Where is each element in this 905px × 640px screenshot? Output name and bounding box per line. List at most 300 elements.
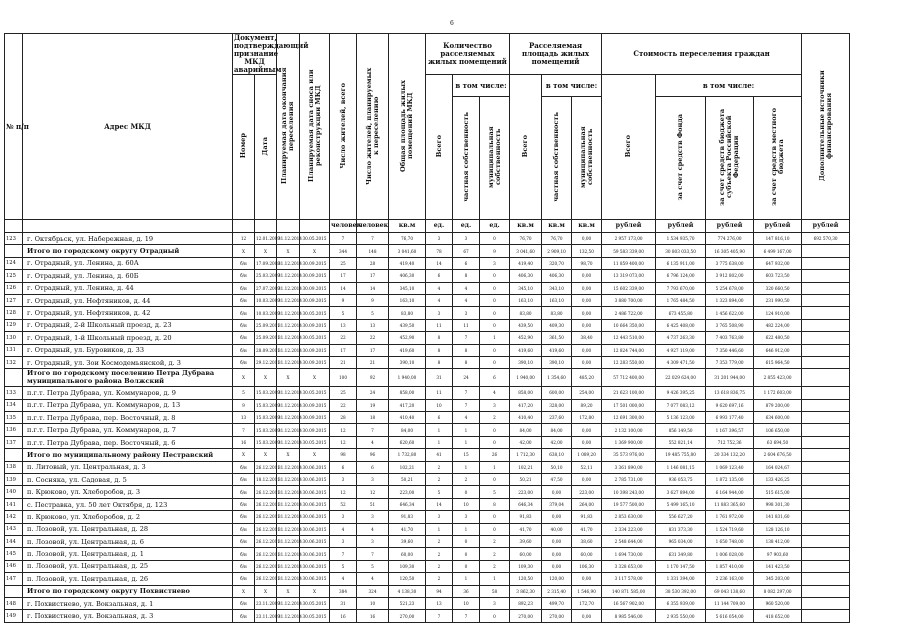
cell-plan: 31.12.2014 bbox=[277, 387, 300, 399]
cell-c3: 4 bbox=[480, 387, 510, 399]
cell-n: 124 bbox=[5, 257, 23, 269]
cell-demo: 30.09.2015 bbox=[300, 412, 330, 424]
cell-n: 131 bbox=[5, 344, 23, 356]
cell-n: 135 bbox=[5, 412, 23, 424]
cell-f: 1 534 935,70 bbox=[656, 233, 706, 245]
cell-ext bbox=[802, 436, 850, 448]
cell-demo: X bbox=[300, 245, 330, 257]
cell-area: 270,00 bbox=[389, 610, 426, 622]
cell-loc: 124 910,00 bbox=[754, 307, 802, 319]
cell-loc: 320 660,50 bbox=[754, 282, 802, 294]
cell-c1: 14 bbox=[426, 498, 453, 510]
cell-r1: 12 bbox=[330, 436, 357, 448]
table-row bbox=[5, 424, 901, 436]
cell-ext bbox=[802, 573, 850, 585]
table-row bbox=[5, 523, 901, 535]
cell-area: 439,50 bbox=[389, 319, 426, 331]
cell-date: 23.11.2009 bbox=[255, 610, 277, 622]
cell-a1: 60,00 bbox=[510, 548, 542, 560]
cell-date: X bbox=[255, 449, 277, 461]
cell-r1: 12 bbox=[330, 424, 357, 436]
cell-n: 129 bbox=[5, 319, 23, 331]
table-row bbox=[5, 436, 901, 448]
cell-demo: 30.09.2015 bbox=[300, 294, 330, 306]
cell-a3: 0,00 bbox=[572, 356, 602, 368]
cell-c1: 13 bbox=[426, 597, 453, 609]
cell-a3: 52,11 bbox=[572, 461, 602, 473]
cell-c2: 0 bbox=[453, 560, 480, 572]
cell-area: 91,83 bbox=[389, 511, 426, 523]
cell-demo: 30.06.2015 bbox=[300, 474, 330, 486]
cell-a3: 0,00 bbox=[572, 424, 602, 436]
cell-date: 26.12.2011 bbox=[255, 498, 277, 510]
cell-reg: 16 305 405,90 bbox=[706, 245, 754, 257]
cell-c1: 1 bbox=[426, 523, 453, 535]
cell-f: 19 485 755,80 bbox=[656, 449, 706, 461]
cell-demo: 30.05.2015 bbox=[300, 610, 330, 622]
cell-plan: 31.12.2014 bbox=[277, 399, 300, 411]
cell-area: 620,60 bbox=[389, 436, 426, 448]
cell-c1: 10 bbox=[426, 399, 453, 411]
subtotal-row bbox=[5, 449, 901, 461]
cell-a1: 646,34 bbox=[510, 498, 542, 510]
cell-c1: 2 bbox=[426, 474, 453, 486]
cell-doc: X bbox=[233, 369, 255, 387]
cell-c1: 3 bbox=[426, 511, 453, 523]
cell-plan: X bbox=[277, 449, 300, 461]
cell-date: 25.09.2011 bbox=[255, 319, 277, 331]
cell-f: 38 530 392,00 bbox=[656, 585, 706, 597]
table-row bbox=[5, 560, 901, 572]
cell-ext bbox=[802, 270, 850, 282]
cell-demo: 30.06.2015 bbox=[300, 573, 330, 585]
cell-c3: 0 bbox=[480, 610, 510, 622]
cell-r2: 4 bbox=[357, 523, 389, 535]
table-body bbox=[5, 233, 901, 623]
cell-t: 19 577 500,00 bbox=[602, 498, 656, 510]
cell-a1: 3 862,30 bbox=[510, 585, 542, 597]
cell-a2: 638,10 bbox=[542, 449, 572, 461]
cell-date: X bbox=[255, 369, 277, 387]
cell-a2: 84,00 bbox=[542, 424, 572, 436]
cell-loc: 138 412,00 bbox=[754, 535, 802, 547]
cell-a3: 0,00 bbox=[572, 233, 602, 245]
cell-reg: 7 353 779,00 bbox=[706, 356, 754, 368]
cell-c3: 1 bbox=[480, 573, 510, 585]
cell-r2: 24 bbox=[357, 387, 389, 399]
table-row bbox=[5, 610, 901, 622]
cell-date: 10.03.2009 bbox=[255, 307, 277, 319]
cell-addr: п.г.т. Петра Дубрава, пер. Восточный, д. 8 bbox=[23, 412, 233, 424]
cell-a3: 172,70 bbox=[572, 597, 602, 609]
cell-reg: 11 883 365,60 bbox=[706, 498, 754, 510]
cell-r1: 3 bbox=[330, 474, 357, 486]
table-row bbox=[5, 412, 901, 424]
cell-r2: 17 bbox=[357, 344, 389, 356]
cell-c3: 2 bbox=[480, 560, 510, 572]
cell-c3: 9 bbox=[480, 245, 510, 257]
cell-n: 134 bbox=[5, 399, 23, 411]
unit-cell: рублей bbox=[754, 220, 802, 233]
cell-f: 7 793 670,00 bbox=[656, 282, 706, 294]
cell-t: 57 712 400,00 bbox=[602, 369, 656, 387]
cell-c3: 1 bbox=[480, 461, 510, 473]
cell-doc: X bbox=[233, 449, 255, 461]
cell-r1: 3 bbox=[330, 535, 357, 547]
cell-c3: 0 bbox=[480, 436, 510, 448]
cell-plan: X bbox=[277, 369, 300, 387]
cell-reg: 6 164 944,00 bbox=[706, 486, 754, 498]
cell-addr: г. Похвистнево, ул. Вокзальная, д. 1 bbox=[23, 597, 233, 609]
cell-doc: б/н bbox=[233, 486, 255, 498]
cell-ext bbox=[802, 535, 850, 547]
cell-t: 1 369 900,00 bbox=[602, 436, 656, 448]
cell-area: 417,20 bbox=[389, 399, 426, 411]
header-doc-date: Дата bbox=[261, 136, 269, 156]
cell-n: 148 bbox=[5, 597, 23, 609]
cell-n: 133 bbox=[5, 387, 23, 399]
cell-a1: 892,23 bbox=[510, 597, 542, 609]
cell-r2: 6 bbox=[357, 461, 389, 473]
cell-reg: 1 323 894,00 bbox=[706, 294, 754, 306]
cell-demo: 30.09.2015 bbox=[300, 356, 330, 368]
subtotal-row bbox=[5, 245, 901, 257]
cell-a3: 0,00 bbox=[572, 282, 602, 294]
cell-r2: 3 bbox=[357, 535, 389, 547]
unit-cell: рублей bbox=[602, 220, 656, 233]
cell-t: 2 334 223,00 bbox=[602, 523, 656, 535]
header-regional: за счет средств бюджета субъекта Российской Федерации bbox=[718, 108, 741, 206]
cell-area: 39,60 bbox=[389, 535, 426, 547]
cell-a1: 91,83 bbox=[510, 511, 542, 523]
cell-a1: 1 940,00 bbox=[510, 369, 542, 387]
unit-cell: кв.м bbox=[510, 220, 542, 233]
cell-a3: 0,00 bbox=[572, 573, 602, 585]
cell-demo: 30.09.2015 bbox=[300, 319, 330, 331]
cell-date: X bbox=[255, 245, 277, 257]
cell-n: 127 bbox=[5, 294, 23, 306]
cell-n: 144 bbox=[5, 535, 23, 547]
cell-a1: 39,60 bbox=[510, 535, 542, 547]
cell-a3: 106,30 bbox=[572, 560, 602, 572]
cell-r2: 51 bbox=[357, 498, 389, 510]
cell-c3: 0 bbox=[480, 424, 510, 436]
cell-c3: 2 bbox=[480, 412, 510, 424]
cell-c3: 3 bbox=[480, 597, 510, 609]
cell-c1: 4 bbox=[426, 282, 453, 294]
cell-loc: 603 723,50 bbox=[754, 270, 802, 282]
cell-a1: 223,00 bbox=[510, 486, 542, 498]
cell-r2: 19 bbox=[357, 399, 389, 411]
cell-area: 345,10 bbox=[389, 282, 426, 294]
cell-c2: 1 bbox=[453, 523, 480, 535]
header-municipal-a: муниципальная собственность bbox=[486, 126, 502, 188]
header-doc-group: Документ, подтверждающий признание МКД аварийным bbox=[234, 33, 309, 74]
cell-c1: 6 bbox=[426, 412, 453, 424]
cell-a2: 270,00 bbox=[542, 610, 572, 622]
cell-a3: 0,00 bbox=[572, 307, 602, 319]
cell-t: 3 117 578,00 bbox=[602, 573, 656, 585]
cell-reg: 1 456 622,00 bbox=[706, 307, 754, 319]
cell-r1: 31 bbox=[330, 597, 357, 609]
table-header bbox=[5, 34, 901, 233]
cell-r2: 12 bbox=[357, 486, 389, 498]
cell-date: 26.12.2011 bbox=[255, 523, 277, 535]
cell-a3: 223,00 bbox=[572, 486, 602, 498]
cell-a3: 264,00 bbox=[572, 498, 602, 510]
cell-area: 406,30 bbox=[389, 270, 426, 282]
cell-demo: 30.05.2015 bbox=[300, 233, 330, 245]
cell-reg: 2 236 163,00 bbox=[706, 573, 754, 585]
cell-t: 3 328 653,00 bbox=[602, 560, 656, 572]
cell-f: 1 146 081,15 bbox=[656, 461, 706, 473]
cell-loc: 133 426,25 bbox=[754, 474, 802, 486]
cell-loc: 164 024,67 bbox=[754, 461, 802, 473]
cell-t: 35 573 976,00 bbox=[602, 449, 656, 461]
cell-area: 410,40 bbox=[389, 412, 426, 424]
cell-doc: б/н bbox=[233, 511, 255, 523]
cell-plan: 31.12.2014 bbox=[277, 270, 300, 282]
cell-c2: 3 bbox=[453, 511, 480, 523]
cell-f: 4 927 119,00 bbox=[656, 344, 706, 356]
table-row bbox=[5, 498, 901, 510]
cell-f: 965 034,00 bbox=[656, 535, 706, 547]
header-residents-planned: Число жителей, планируемых к переселению bbox=[364, 66, 380, 185]
cell-addr: п. Крюково, ул. Хлеборобов, д. 2 bbox=[23, 511, 233, 523]
cell-a1: 102,21 bbox=[510, 461, 542, 473]
cell-r1: 17 bbox=[330, 270, 357, 282]
cell-plan: 31.12.2014 bbox=[277, 257, 300, 269]
cell-addr: г. Октябрьск, ул. Набережная, д. 19 bbox=[23, 233, 233, 245]
cell-doc: б/н bbox=[233, 257, 255, 269]
cell-r1: 9 bbox=[330, 294, 357, 306]
unit-cell: ед. bbox=[480, 220, 510, 233]
cell-doc: б/н bbox=[233, 344, 255, 356]
cell-loc: 6 499 167,00 bbox=[754, 245, 802, 257]
cell-reg: 1 167 396,57 bbox=[706, 424, 754, 436]
cell-addr: Итого по муниципальному району Пестравский bbox=[23, 449, 233, 461]
cell-area: 390,10 bbox=[389, 356, 426, 368]
cell-demo: X bbox=[300, 449, 330, 461]
cell-t: 59 583 339,00 bbox=[602, 245, 656, 257]
cell-addr: г. Отрадный, ул. Нефтяников, д. 44 bbox=[23, 294, 233, 306]
cell-demo: 30.06.2015 bbox=[300, 548, 330, 560]
cell-doc: б/н bbox=[233, 560, 255, 572]
cell-plan: 31.12.2014 bbox=[277, 282, 300, 294]
cell-r1: 25 bbox=[330, 257, 357, 269]
cell-t: 12 824 744,00 bbox=[602, 344, 656, 356]
cell-loc: 515 615,00 bbox=[754, 486, 802, 498]
table-row bbox=[5, 597, 901, 609]
cell-c3: 0 bbox=[480, 319, 510, 331]
cell-addr: г. Отрадный, ул. Ленина, д. 44 bbox=[23, 282, 233, 294]
cell-a2: 379,04 bbox=[542, 498, 572, 510]
cell-c3: 6 bbox=[480, 369, 510, 387]
cell-r1: 6 bbox=[330, 461, 357, 473]
cell-c2: 1 bbox=[453, 436, 480, 448]
cell-a3: 0,00 bbox=[572, 270, 602, 282]
table-row bbox=[5, 233, 901, 245]
cell-demo: 30.09.2015 bbox=[300, 399, 330, 411]
cell-a2: 406,30 bbox=[542, 270, 572, 282]
cell-ext bbox=[802, 399, 850, 411]
cell-r2: 324 bbox=[357, 585, 389, 597]
cell-demo: 30.05.2015 bbox=[300, 597, 330, 609]
cell-r1: 7 bbox=[330, 233, 357, 245]
cell-plan: 31.12.2014 bbox=[277, 332, 300, 344]
cell-loc: 615 964,50 bbox=[754, 356, 802, 368]
header-planned-date: Планируемая дата окончания переселения bbox=[280, 67, 295, 184]
header-area-total: Общая площадь жилых помещений МКД bbox=[399, 79, 414, 172]
cell-r2: 13 bbox=[357, 319, 389, 331]
cell-r2: 92 bbox=[357, 369, 389, 387]
cell-c1: 11 bbox=[426, 319, 453, 331]
cell-date: 12.01.2009 bbox=[255, 233, 277, 245]
header-private-a: частная собственность bbox=[461, 112, 470, 202]
cell-a2: 50,10 bbox=[542, 461, 572, 473]
cell-date: 27.07.2009 bbox=[255, 282, 277, 294]
header-area-group: Расселяемая площадь жилых помещений bbox=[510, 34, 602, 75]
cell-doc: б/н bbox=[233, 573, 255, 585]
cell-t: 2 853 630,00 bbox=[602, 511, 656, 523]
cell-a2: 600,00 bbox=[542, 387, 572, 399]
cell-c3: 0 bbox=[480, 344, 510, 356]
cell-ext bbox=[802, 474, 850, 486]
cell-area: 646,34 bbox=[389, 498, 426, 510]
cell-n: 132 bbox=[5, 356, 23, 368]
cell-date: 29.12.2011 bbox=[255, 356, 277, 368]
cell-ext bbox=[802, 548, 850, 560]
cell-c3: 0 bbox=[480, 511, 510, 523]
cell-area: 223,00 bbox=[389, 486, 426, 498]
cell-t: 3 880 700,00 bbox=[602, 294, 656, 306]
cell-date: 18.12.2011 bbox=[255, 474, 277, 486]
cell-c2: 1 bbox=[453, 424, 480, 436]
cell-f: 22 029 624,00 bbox=[656, 369, 706, 387]
header-incl-a: в том числе: bbox=[453, 75, 510, 97]
cell-area: 120,50 bbox=[389, 573, 426, 585]
cell-date: 15.03.2009 bbox=[255, 387, 277, 399]
cell-a1: 406,30 bbox=[510, 270, 542, 282]
cell-demo: 30.05.2015 bbox=[300, 436, 330, 448]
cell-demo: 30.06.2015 bbox=[300, 511, 330, 523]
cell-r2: 4 bbox=[357, 436, 389, 448]
cell-reg: 31 201 944,00 bbox=[706, 369, 754, 387]
cell-a1: 270,00 bbox=[510, 610, 542, 622]
cell-ext bbox=[802, 319, 850, 331]
unit-cell: кв.м bbox=[572, 220, 602, 233]
cell-a1: 417,20 bbox=[510, 399, 542, 411]
table-row bbox=[5, 474, 901, 486]
cell-addr: г. Отрадный, ул. Зои Космодемьянской, д. 3 bbox=[23, 356, 233, 368]
cell-date: 25.03.2009 bbox=[255, 270, 277, 282]
cell-addr: п. Лозовой, ул. Центральная, д. 1 bbox=[23, 548, 233, 560]
cell-doc: б/н bbox=[233, 597, 255, 609]
cell-a3: 98,70 bbox=[572, 257, 602, 269]
cell-ext bbox=[802, 511, 850, 523]
cell-n: 145 bbox=[5, 548, 23, 560]
cell-r2: 10 bbox=[357, 597, 389, 609]
cell-area: 83,80 bbox=[389, 307, 426, 319]
cell-a2: 237,60 bbox=[542, 412, 572, 424]
cell-c2: 7 bbox=[453, 399, 480, 411]
cell-c2: 24 bbox=[453, 369, 480, 387]
cell-doc: б/н bbox=[233, 307, 255, 319]
cell-a2: 76,70 bbox=[542, 233, 572, 245]
cell-c1: 3 bbox=[426, 307, 453, 319]
cell-ext bbox=[802, 498, 850, 510]
table-row bbox=[5, 282, 901, 294]
cell-plan: X bbox=[277, 245, 300, 257]
cell-ext bbox=[802, 461, 850, 473]
cell-a2: 42,00 bbox=[542, 436, 572, 448]
cell-r2: 7 bbox=[357, 548, 389, 560]
cell-addr: с. Пестравка, ул. 50 лет Октября, д. 123 bbox=[23, 498, 233, 510]
cell-ext bbox=[802, 356, 850, 368]
unit-cell: человек bbox=[357, 220, 389, 233]
cell-a1: 419,60 bbox=[510, 344, 542, 356]
cell-f: 631 349,80 bbox=[656, 548, 706, 560]
cell-doc: б/н bbox=[233, 523, 255, 535]
cell-ext bbox=[802, 412, 850, 424]
cell-t: 140 871 585,00 bbox=[602, 585, 656, 597]
cell-c1: 4 bbox=[426, 294, 453, 306]
cell-r1: 100 bbox=[330, 369, 357, 387]
cell-r1: 5 bbox=[330, 307, 357, 319]
cell-c3: 0 bbox=[480, 307, 510, 319]
cell-f: 936 053,75 bbox=[656, 474, 706, 486]
cell-ext bbox=[802, 585, 850, 597]
cell-r1: 17 bbox=[330, 344, 357, 356]
cell-c3: 0 bbox=[480, 233, 510, 245]
cell-plan: 31.12.2014 bbox=[277, 294, 300, 306]
cell-c1: 31 bbox=[426, 369, 453, 387]
unit-cell: ед. bbox=[426, 220, 453, 233]
cell-plan: 31.12.2014 bbox=[277, 610, 300, 622]
cell-demo: 30.05.2015 bbox=[300, 387, 330, 399]
cell-ext bbox=[802, 449, 850, 461]
cell-a3: 0,00 bbox=[572, 294, 602, 306]
cell-reg: 1 069 123,40 bbox=[706, 461, 754, 473]
cell-demo: 30.06.2015 bbox=[300, 461, 330, 473]
cell-a3: 1 089,20 bbox=[572, 449, 602, 461]
cell-area: 1 732,80 bbox=[389, 449, 426, 461]
table-row bbox=[5, 461, 901, 473]
cell-ext bbox=[802, 294, 850, 306]
cell-c3: 0 bbox=[480, 356, 510, 368]
cell-loc: 998 301,30 bbox=[754, 498, 802, 510]
cell-r1: 344 bbox=[330, 245, 357, 257]
cell-ext bbox=[802, 307, 850, 319]
cell-c3: 0 bbox=[480, 523, 510, 535]
cell-c2: 7 bbox=[453, 610, 480, 622]
cell-t: 2 132 100,00 bbox=[602, 424, 656, 436]
cell-n: 125 bbox=[5, 270, 23, 282]
cell-t: 17 501 000,00 bbox=[602, 399, 656, 411]
cell-f: 7 077 083,12 bbox=[656, 399, 706, 411]
cell-t: 16 567 902,00 bbox=[602, 597, 656, 609]
cell-loc: 418 652,00 bbox=[754, 610, 802, 622]
cell-f: 3 627 894,00 bbox=[656, 486, 706, 498]
cell-a1: 163,10 bbox=[510, 294, 542, 306]
resettlement-table bbox=[4, 33, 901, 623]
cell-n: 147 bbox=[5, 573, 23, 585]
cell-a2: 120,00 bbox=[542, 573, 572, 585]
cell-n bbox=[5, 449, 23, 461]
cell-r2: 148 bbox=[357, 245, 389, 257]
cell-c3: 2 bbox=[480, 548, 510, 560]
cell-f: 5 136 123,00 bbox=[656, 412, 706, 424]
